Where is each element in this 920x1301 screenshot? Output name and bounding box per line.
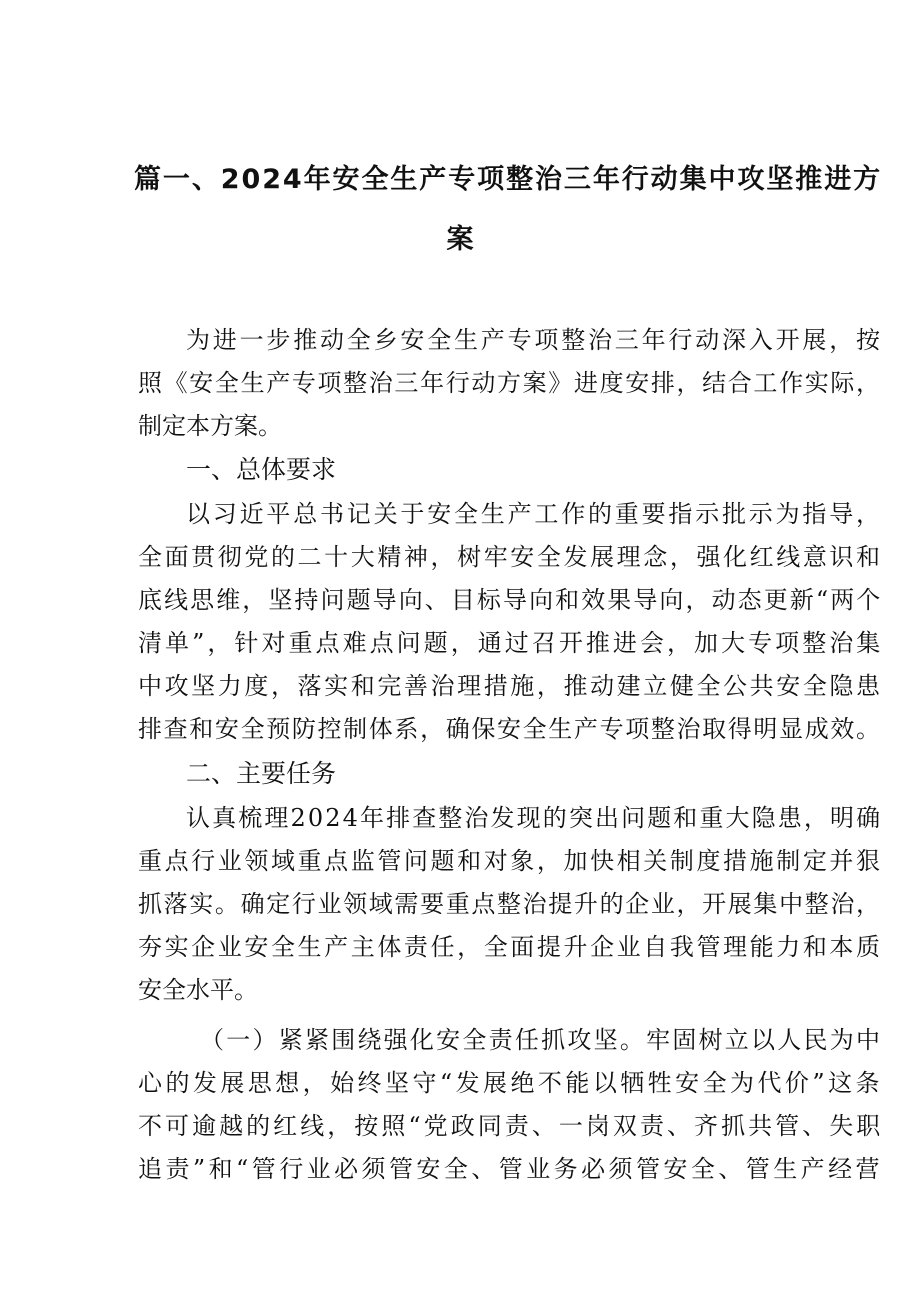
- subsection1-line-1: （一）紧紧围绕强化安全责任抓攻坚。牢固树立以人民为中: [200, 1026, 883, 1054]
- section2-line-1: 认真梳理2024年排查整治发现的突出问题和重大隐患，明确: [186, 804, 883, 832]
- intro-line-3: 制定本方案。: [138, 412, 282, 440]
- intro-line-2: 照《安全生产专项整治三年行动方案》进度安排，结合工作实际，: [138, 369, 882, 397]
- section2-line-4: 夯实企业安全生产主体责任，全面提升企业自我管理能力和本质: [138, 933, 883, 961]
- document-title: 篇一、2024年安全生产专项整治三年行动集中攻坚推进方: [134, 164, 883, 195]
- section1-line-1: 以习近平总书记关于安全生产工作的重要指示批示为指导，: [186, 500, 883, 528]
- section2-line-2: 重点行业领域重点监管问题和对象，加快相关制度措施制定并狠: [138, 847, 883, 875]
- document-title-continuation: 案: [446, 224, 474, 255]
- section1-line-6: 排查和安全预防控制体系，确保安全生产专项整治取得明显成效。: [138, 715, 882, 743]
- section-heading-general-requirements: 一、总体要求: [186, 455, 337, 484]
- section1-line-5: 中攻坚力度，落实和完善治理措施，推动建立健全公共安全隐患: [138, 672, 883, 700]
- section1-line-3: 底线思维，坚持问题导向、目标导向和效果导向，动态更新“两个: [138, 586, 883, 614]
- section1-line-4: 清单”，针对重点难点问题，通过召开推进会，加大专项整治集: [138, 629, 884, 657]
- section1-line-2: 全面贯彻党的二十大精神，树牢安全发展理念，强化红线意识和: [138, 543, 883, 571]
- section2-line-5: 安全水平。: [138, 976, 258, 1004]
- section-heading-main-tasks: 二、主要任务: [186, 759, 337, 788]
- subsection1-line-4: 追责”和“管行业必须管安全、管业务必须管安全、管生产经营: [138, 1155, 883, 1183]
- intro-line-1: 为进一步推动全乡安全生产专项整治三年行动深入开展，按: [186, 326, 883, 354]
- section2-line-3: 抓落实。确定行业领域需要重点整治提升的企业，开展集中整治，: [138, 890, 882, 918]
- subsection1-line-3: 不可逾越的红线，按照“党政同责、一岗双责、齐抓共管、失职: [138, 1112, 884, 1140]
- subsection1-line-2: 心的发展思想，始终坚守“发展绝不能以牺牲安全为代价”这条: [138, 1069, 883, 1097]
